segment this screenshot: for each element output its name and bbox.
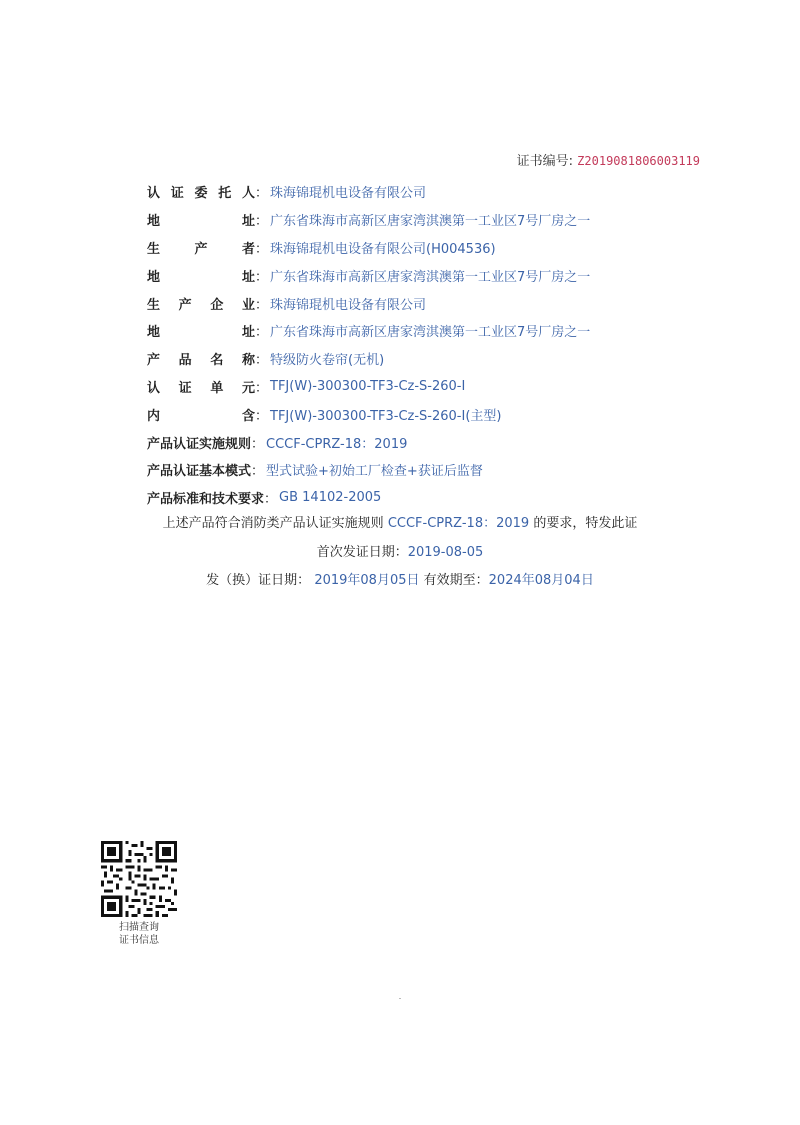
field-label: 产品认证实施规则 <box>147 436 252 452</box>
field-row-entrusting-party: 认 证 委 托 人 ： 珠海锦琨机电设备有限公司 <box>147 178 767 206</box>
field-row-address: 地 址 ： 广东省珠海市高新区唐家湾淇澳第一工业区7号厂房之一 <box>147 317 767 345</box>
certificate-number <box>517 150 700 169</box>
valid-until-value: 2024年08月04日 <box>488 573 594 588</box>
qr-caption: 扫描查询 证书信息 <box>119 922 159 946</box>
field-value: 珠海锦琨机电设备有限公司 <box>270 186 427 202</box>
field-label: 地 址 <box>147 269 255 285</box>
field-row-implementation-rule: 产品认证实施规则 ： CCCF-CPRZ-18：2019 <box>147 428 767 456</box>
field-row-standard: 产品标准和技术要求 ： GB 14102-2005 <box>147 490 382 508</box>
field-row-product-name: 产 品 名 称 ： 特级防火卷帘(无机) <box>147 345 767 373</box>
field-value: 珠海锦琨机电设备有限公司 <box>270 297 427 313</box>
field-value: 广东省珠海市高新区唐家湾淇澳第一工业区7号厂房之一 <box>270 325 591 341</box>
field-row-address: 地 址 ： 广东省珠海市高新区唐家湾淇澳第一工业区7号厂房之一 <box>147 261 767 289</box>
field-label: 认 证 单 元 <box>147 380 255 396</box>
field-value: CCCF-CPRZ-18：2019 <box>266 436 408 452</box>
field-value: TFJ(W)-300300-TF3-Cz-S-260-Ⅰ(主型) <box>270 408 502 424</box>
field-label: 产品标准和技术要求 <box>147 492 265 508</box>
field-label: 内 含 <box>147 408 255 424</box>
issue-validity-dates: 发（换）证日期： 2019年08月05日 有效期至：2024年08月04日 <box>206 573 594 588</box>
field-label: 产 品 名 称 <box>147 353 255 369</box>
field-label: 生 产 企 业 <box>147 297 255 313</box>
field-value: TFJ(W)-300300-TF3-Cz-S-260-Ⅰ <box>270 378 466 394</box>
certificate-fields <box>147 178 767 512</box>
page-speck <box>399 998 401 999</box>
field-label: 产品认证基本模式 <box>147 464 252 480</box>
field-row-manufacturer: 生 产 企 业 ： 珠海锦琨机电设备有限公司 <box>147 289 767 317</box>
field-label: 生 产 者 <box>147 241 255 257</box>
issue-date-value: 2019年08月05日 <box>314 573 420 588</box>
field-row-certification-unit: 认 证 单 元 ： TFJ(W)-300300-TF3-Cz-S-260-Ⅰ <box>147 378 466 396</box>
certificate-number-value: Z2019081806003119 <box>577 154 700 168</box>
qr-code-icon[interactable] <box>101 841 177 917</box>
field-row-address: 地 址 ： 广东省珠海市高新区唐家湾淇澳第一工业区7号厂房之一 <box>147 206 767 234</box>
field-label: 地 址 <box>147 325 255 341</box>
field-row-includes: 内 含 ： TFJ(W)-300300-TF3-Cz-S-260-Ⅰ(主型) <box>147 400 767 428</box>
conformity-statement: 上述产品符合消防类产品认证实施规则 CCCF-CPRZ-18：2019 的要求，特发此证 <box>162 516 638 531</box>
field-row-certification-mode: 产品认证基本模式 ： 型式试验+初始工厂检查+获证后监督 <box>147 456 767 484</box>
field-label: 认 证 委 托 人 <box>147 186 255 202</box>
first-issue-date: 首次发证日期：2019-08-05 <box>316 545 484 560</box>
field-row-producer: 生 产 者 ： 珠海锦琨机电设备有限公司(H004536) <box>147 234 767 262</box>
statement-rule: CCCF-CPRZ-18：2019 <box>387 516 530 531</box>
field-label: 地 址 <box>147 214 255 230</box>
field-value: 广东省珠海市高新区唐家湾淇澳第一工业区7号厂房之一 <box>270 214 591 230</box>
field-value: 型式试验+初始工厂检查+获证后监督 <box>266 464 483 480</box>
field-value: GB 14102-2005 <box>279 490 382 506</box>
first-issue-date-value: 2019-08-05 <box>407 545 484 560</box>
field-value: 广东省珠海市高新区唐家湾淇澳第一工业区7号厂房之一 <box>270 269 591 285</box>
field-value: 特级防火卷帘(无机) <box>270 353 385 369</box>
field-value: 珠海锦琨机电设备有限公司(H004536) <box>270 241 496 257</box>
certificate-number-label: 证书编号: <box>516 154 574 169</box>
